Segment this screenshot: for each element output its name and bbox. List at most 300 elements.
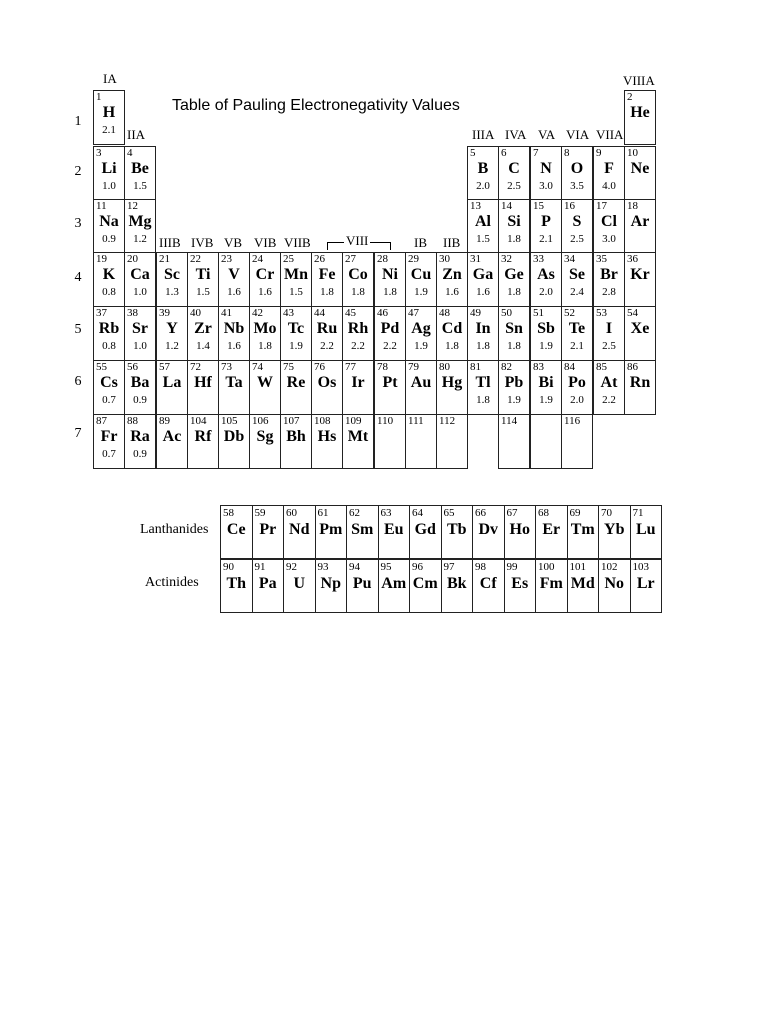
element-symbol: Pa <box>258 575 277 592</box>
element-symbol: Hf <box>194 374 212 391</box>
atomic-number: 68 <box>538 507 549 519</box>
element-symbol: Dv <box>478 521 499 538</box>
electronegativity-value: 2.5 <box>570 233 584 245</box>
electronegativity-value: 2.1 <box>570 340 584 352</box>
element-cell-se <box>561 252 593 307</box>
element-symbol: O <box>570 160 584 177</box>
atomic-number: 54 <box>627 307 638 319</box>
element-cell-re <box>280 360 312 415</box>
atomic-number: 77 <box>345 361 356 373</box>
atomic-number: 38 <box>127 307 138 319</box>
element-symbol: Cm <box>412 575 438 592</box>
element-symbol: Mt <box>347 428 369 445</box>
element-symbol: Pd <box>380 320 400 337</box>
atomic-number: 102 <box>601 561 618 573</box>
electronegativity-value: 1.2 <box>133 233 147 245</box>
atomic-number: 23 <box>221 253 232 265</box>
element-symbol: Bk <box>446 575 467 592</box>
element-symbol: Hg <box>441 374 463 391</box>
electronegativity-value: 1.6 <box>227 286 241 298</box>
atomic-number: 97 <box>443 561 455 573</box>
atomic-number: 55 <box>96 361 107 373</box>
electronegativity-value: 1.4 <box>196 340 210 352</box>
atomic-number: 20 <box>127 253 138 265</box>
element-cell-zr <box>187 306 219 361</box>
element-symbol: Er <box>542 521 561 538</box>
atomic-number: 3 <box>96 147 102 159</box>
element-symbol: Pb <box>504 374 524 391</box>
atomic-number: 82 <box>501 361 512 373</box>
element-symbol: Xe <box>630 320 650 337</box>
atomic-number: 51 <box>533 307 544 319</box>
atomic-number: 31 <box>470 253 481 265</box>
element-symbol: Am <box>381 575 407 592</box>
element-cell-tm <box>567 505 600 559</box>
atomic-number: 71 <box>632 507 644 519</box>
element-cell-b <box>467 146 499 201</box>
element-symbol: Ga <box>472 266 494 283</box>
electronegativity-value: 0.8 <box>102 286 116 298</box>
atomic-number: 108 <box>314 415 331 427</box>
atomic-number: 15 <box>533 200 544 212</box>
element-symbol: Cf <box>479 575 497 592</box>
electronegativity-value: 1.8 <box>445 340 459 352</box>
electronegativity-value: 2.4 <box>570 286 584 298</box>
element-cell-er <box>535 505 568 559</box>
atomic-number: 98 <box>475 561 486 573</box>
element-symbol: Ho <box>509 521 530 538</box>
element-cell-pd <box>374 306 406 361</box>
atomic-number: 109 <box>345 415 362 427</box>
element-cell-sn <box>498 306 530 361</box>
element-cell-pm <box>315 505 348 559</box>
table-title: Table of Pauling Electronegativity Values <box>172 97 460 114</box>
element-cell-md <box>567 559 600 613</box>
element-symbol: In <box>475 320 491 337</box>
element-symbol: Si <box>507 213 521 230</box>
element-cell-ne <box>624 146 656 201</box>
atomic-number: 50 <box>501 307 512 319</box>
group-label-vb: VB <box>224 235 243 250</box>
atomic-number: 25 <box>283 253 294 265</box>
atomic-number: 114 <box>501 415 518 427</box>
element-cell-la <box>156 360 188 415</box>
atomic-number: 10 <box>627 147 638 159</box>
atomic-number: 17 <box>596 200 607 212</box>
element-symbol: V <box>228 266 240 283</box>
atomic-number: 30 <box>439 253 450 265</box>
element-symbol: Fm <box>539 575 563 592</box>
element-symbol: Al <box>475 213 491 230</box>
element-symbol: Os <box>317 374 337 391</box>
element-cell-sc <box>156 252 188 307</box>
element-symbol: Tm <box>570 521 595 538</box>
element-cell-au <box>405 360 437 415</box>
electronegativity-value: 0.9 <box>133 394 147 406</box>
element-symbol: Be <box>131 160 149 177</box>
electronegativity-value: 1.6 <box>445 286 459 298</box>
element-symbol: Tb <box>446 521 467 538</box>
atomic-number: 69 <box>569 507 581 519</box>
element-symbol: Pr <box>259 521 277 538</box>
atomic-number: 11 <box>96 200 107 212</box>
electronegativity-value: 1.9 <box>414 286 428 298</box>
element-cell-es <box>504 559 537 613</box>
group-label-via: VIA <box>566 127 590 142</box>
element-cell-te <box>561 306 593 361</box>
element-cell-sm <box>346 505 379 559</box>
electronegativity-value: 2.0 <box>570 394 584 406</box>
element-symbol: No <box>604 575 625 592</box>
element-symbol: Pt <box>382 374 398 391</box>
electronegativity-value: 1.9 <box>539 340 553 352</box>
element-cell-110 <box>374 414 406 469</box>
element-cell-y <box>156 306 188 361</box>
element-cell-ga <box>467 252 499 307</box>
element-cell-ir <box>342 360 374 415</box>
element-cell-nd <box>283 505 316 559</box>
atomic-number: 44 <box>314 307 325 319</box>
electronegativity-value: 1.8 <box>351 286 365 298</box>
element-symbol: Br <box>600 266 618 283</box>
atomic-number: 36 <box>627 253 638 265</box>
electronegativity-value: 1.9 <box>507 394 521 406</box>
electronegativity-value: 1.8 <box>383 286 397 298</box>
atomic-number: 65 <box>443 507 455 519</box>
atomic-number: 95 <box>380 561 392 573</box>
element-symbol: Se <box>569 266 585 283</box>
electronegativity-value: 0.9 <box>133 448 147 460</box>
electronegativity-value: 0.9 <box>102 233 116 245</box>
element-cell-mt <box>342 414 374 469</box>
element-symbol: He <box>630 104 650 121</box>
element-cell-tb <box>441 505 474 559</box>
element-cell-u <box>283 559 316 613</box>
element-cell-pb <box>498 360 530 415</box>
electronegativity-value: 0.7 <box>102 394 116 406</box>
element-cell-p <box>530 199 562 254</box>
element-symbol: Db <box>223 428 245 445</box>
atomic-number: 83 <box>533 361 544 373</box>
element-symbol: Mn <box>284 266 308 283</box>
atomic-number: 2 <box>627 91 633 103</box>
element-symbol: Sr <box>132 320 148 337</box>
element-cell-cm <box>409 559 442 613</box>
electronegativity-value: 1.0 <box>133 286 147 298</box>
group-label-iiib: IIIB <box>159 235 181 250</box>
electronegativity-value: 4.0 <box>602 180 616 192</box>
element-cell-fr <box>93 414 125 469</box>
element-symbol: U <box>293 575 306 592</box>
atomic-number: 56 <box>127 361 138 373</box>
lanthanides-label: Lanthanides <box>140 522 209 537</box>
group-label-vib: VIB <box>254 235 277 250</box>
electronegativity-value: 1.8 <box>507 233 521 245</box>
element-cell-cd <box>436 306 468 361</box>
atomic-number: 32 <box>501 253 512 265</box>
atomic-number: 61 <box>317 507 329 519</box>
electronegativity-value: 1.6 <box>476 286 490 298</box>
electronegativity-value: 1.8 <box>507 286 521 298</box>
atomic-number: 49 <box>470 307 481 319</box>
element-symbol: Ba <box>130 374 150 391</box>
element-cell-tl <box>467 360 499 415</box>
element-cell-cu <box>405 252 437 307</box>
atomic-number: 104 <box>190 415 207 427</box>
element-symbol: Rb <box>98 320 120 337</box>
atomic-number: 13 <box>470 200 481 212</box>
atomic-number: 86 <box>627 361 638 373</box>
element-symbol: Y <box>166 320 178 337</box>
element-cell-ni <box>374 252 406 307</box>
element-symbol: Lr <box>636 575 655 592</box>
atomic-number: 40 <box>190 307 201 319</box>
atomic-number: 94 <box>349 561 360 573</box>
electronegativity-value: 2.5 <box>602 340 616 352</box>
atomic-number: 89 <box>159 415 170 427</box>
element-cell-ru <box>311 306 343 361</box>
element-cell-ra <box>124 414 156 469</box>
atomic-number: 91 <box>254 561 266 573</box>
group-label-viia: VIIA <box>596 127 624 142</box>
group-label-viib: VIIB <box>284 235 311 250</box>
atomic-number: 18 <box>627 200 638 212</box>
element-symbol: Cl <box>601 213 617 230</box>
element-cell-mg <box>124 199 156 254</box>
element-symbol: Fr <box>100 428 118 445</box>
atomic-number: 27 <box>345 253 356 265</box>
element-cell-sb <box>530 306 562 361</box>
period-label-2: 2 <box>74 164 82 179</box>
group-label-iia: IIA <box>127 127 146 142</box>
electronegativity-value: 0.7 <box>102 448 116 460</box>
atomic-number: 33 <box>533 253 544 265</box>
atomic-number: 60 <box>286 507 297 519</box>
element-cell-s <box>561 199 593 254</box>
element-cell-li <box>93 146 125 201</box>
atomic-number: 7 <box>533 147 539 159</box>
atomic-number: 73 <box>221 361 232 373</box>
element-cell-blank <box>530 414 562 469</box>
atomic-number: 21 <box>159 253 170 265</box>
element-cell-os <box>311 360 343 415</box>
electronegativity-value: 1.3 <box>165 286 179 298</box>
element-cell-ti <box>187 252 219 307</box>
electronegativity-value: 2.2 <box>320 340 334 352</box>
electronegativity-value: 1.8 <box>258 340 272 352</box>
element-cell-w <box>249 360 281 415</box>
element-cell-db <box>218 414 250 469</box>
atomic-number: 62 <box>349 507 360 519</box>
element-cell-eu <box>378 505 411 559</box>
element-cell-mo <box>249 306 281 361</box>
group-label-viii: VIII <box>346 233 369 248</box>
atomic-number: 64 <box>412 507 423 519</box>
atomic-number: 78 <box>377 361 388 373</box>
element-cell-dv <box>472 505 505 559</box>
atomic-number: 34 <box>564 253 575 265</box>
atomic-number: 37 <box>96 307 107 319</box>
element-cell-cf <box>472 559 505 613</box>
period-label-5: 5 <box>74 322 82 337</box>
element-cell-np <box>315 559 348 613</box>
atomic-number: 24 <box>252 253 263 265</box>
atomic-number: 90 <box>223 561 234 573</box>
atomic-number: 6 <box>501 147 507 159</box>
element-cell-ag <box>405 306 437 361</box>
element-symbol: Bi <box>538 374 554 391</box>
element-cell-gd <box>409 505 442 559</box>
element-cell-k <box>93 252 125 307</box>
element-cell-bk <box>441 559 474 613</box>
element-cell-na <box>93 199 125 254</box>
element-cell-v <box>218 252 250 307</box>
element-cell-no <box>598 559 631 613</box>
element-symbol: Bh <box>286 428 306 445</box>
element-cell-al <box>467 199 499 254</box>
element-cell-pu <box>346 559 379 613</box>
atomic-number: 79 <box>408 361 419 373</box>
element-symbol: Mg <box>128 213 152 230</box>
element-symbol: Ta <box>225 374 243 391</box>
group-label-viiia: VIIIA <box>623 73 655 88</box>
electronegativity-value: 1.6 <box>258 286 272 298</box>
element-cell-bi <box>530 360 562 415</box>
electronegativity-value: 1.8 <box>476 340 490 352</box>
period-label-4: 4 <box>74 270 82 285</box>
element-cell-he <box>624 90 656 145</box>
electronegativity-value: 1.0 <box>133 340 147 352</box>
element-cell-114 <box>498 414 530 469</box>
element-symbol: Li <box>101 160 117 177</box>
group-label-iiia: IIIA <box>472 127 495 142</box>
atomic-number: 29 <box>408 253 419 265</box>
electronegativity-value: 1.5 <box>133 180 147 192</box>
element-cell-mn <box>280 252 312 307</box>
element-symbol: Ar <box>630 213 650 230</box>
element-symbol: S <box>572 213 582 230</box>
electronegativity-value: 1.5 <box>476 233 490 245</box>
atomic-number: 22 <box>190 253 201 265</box>
atomic-number: 81 <box>470 361 481 373</box>
electronegativity-value: 1.0 <box>102 180 116 192</box>
element-symbol: F <box>604 160 614 177</box>
atomic-number: 110 <box>377 415 394 427</box>
atomic-number: 14 <box>501 200 512 212</box>
electronegativity-value: 1.8 <box>320 286 334 298</box>
element-cell-hg <box>436 360 468 415</box>
element-symbol: Ti <box>195 266 211 283</box>
element-cell-at <box>593 360 625 415</box>
group-label-iva: IVA <box>505 127 527 142</box>
element-symbol: Md <box>570 575 595 592</box>
atomic-number: 47 <box>408 307 419 319</box>
electronegativity-value: 2.2 <box>602 394 616 406</box>
element-symbol: Sg <box>256 428 274 445</box>
element-symbol: Ir <box>351 374 365 391</box>
element-cell-in <box>467 306 499 361</box>
element-symbol: C <box>508 160 520 177</box>
element-cell-am <box>378 559 411 613</box>
electronegativity-value: 3.0 <box>602 233 616 245</box>
atomic-number: 42 <box>252 307 263 319</box>
element-cell-as <box>530 252 562 307</box>
element-cell-tc <box>280 306 312 361</box>
atomic-number: 101 <box>569 561 586 573</box>
atomic-number: 39 <box>159 307 170 319</box>
atomic-number: 72 <box>190 361 201 373</box>
element-symbol: Nb <box>223 320 245 337</box>
atomic-number: 111 <box>408 415 424 427</box>
atomic-number: 80 <box>439 361 450 373</box>
atomic-number: 96 <box>412 561 423 573</box>
element-cell-i <box>593 306 625 361</box>
element-symbol: Po <box>568 374 586 391</box>
electronegativity-value: 2.5 <box>507 180 521 192</box>
element-symbol: La <box>162 374 182 391</box>
element-cell-rb <box>93 306 125 361</box>
element-symbol: Sc <box>164 266 180 283</box>
electronegativity-value: 3.5 <box>570 180 584 192</box>
atomic-number: 84 <box>564 361 575 373</box>
element-cell-br <box>593 252 625 307</box>
atomic-number: 52 <box>564 307 575 319</box>
element-symbol: Pm <box>319 521 343 538</box>
element-symbol: Fe <box>318 266 336 283</box>
element-symbol: Th <box>226 575 247 592</box>
electronegativity-value: 1.8 <box>476 394 490 406</box>
element-cell-rn <box>624 360 656 415</box>
element-cell-xe <box>624 306 656 361</box>
element-cell-116 <box>561 414 593 469</box>
element-symbol: Ni <box>382 266 398 283</box>
element-symbol: W <box>257 374 273 391</box>
element-symbol: Kr <box>630 266 650 283</box>
element-symbol: Cs <box>100 374 118 391</box>
element-cell-h <box>93 90 125 145</box>
actinides-label: Actinides <box>145 575 199 590</box>
atomic-number: 87 <box>96 415 107 427</box>
element-symbol: Tc <box>287 320 305 337</box>
atomic-number: 9 <box>596 147 602 159</box>
element-symbol: Ce <box>226 521 246 538</box>
atomic-number: 35 <box>596 253 607 265</box>
element-symbol: Rh <box>347 320 369 337</box>
element-symbol: Zr <box>194 320 212 337</box>
element-cell-o <box>561 146 593 201</box>
element-symbol: Zn <box>442 266 462 283</box>
element-symbol: Pu <box>352 575 372 592</box>
element-cell-ce <box>220 505 253 559</box>
atomic-number: 4 <box>127 147 133 159</box>
electronegativity-value: 2.2 <box>383 340 397 352</box>
atomic-number: 76 <box>314 361 325 373</box>
element-symbol: Es <box>511 575 529 592</box>
element-cell-th <box>220 559 253 613</box>
element-cell-ac <box>156 414 188 469</box>
element-symbol: H <box>102 104 116 121</box>
atomic-number: 66 <box>475 507 486 519</box>
element-cell-hs <box>311 414 343 469</box>
electronegativity-value: 1.5 <box>196 286 210 298</box>
atomic-number: 41 <box>221 307 232 319</box>
period-label-7: 7 <box>74 426 82 441</box>
electronegativity-value: 2.1 <box>102 124 116 136</box>
element-cell-be <box>124 146 156 201</box>
element-symbol: Cu <box>410 266 432 283</box>
element-symbol: As <box>537 266 555 283</box>
group-label-ia: IA <box>103 71 117 86</box>
